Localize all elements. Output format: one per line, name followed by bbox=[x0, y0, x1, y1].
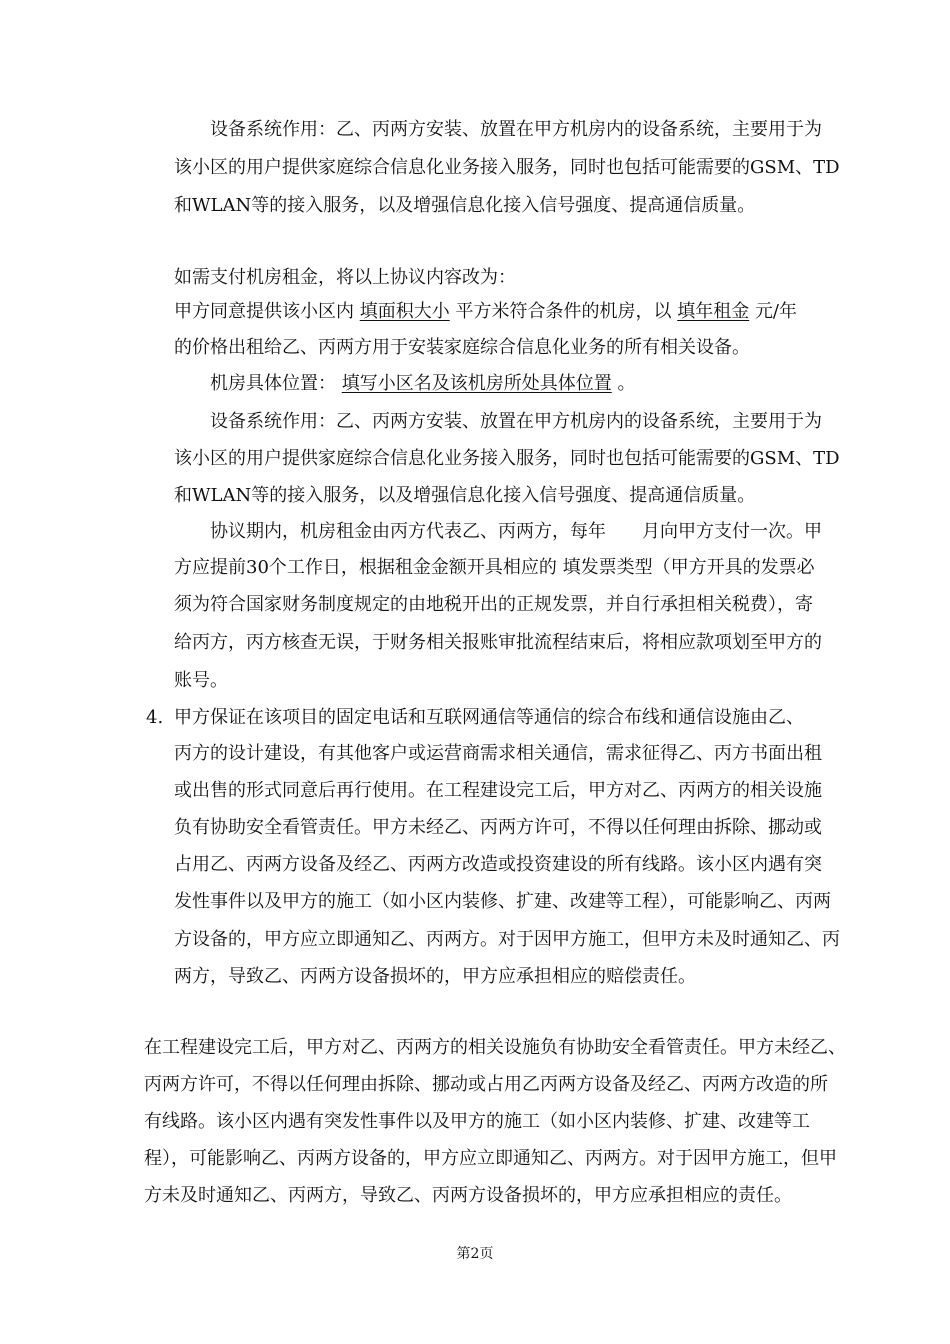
item4-line-5: 占用乙、丙两方设备及经乙、丙两方改造或投资建设的所有线路。该小区内遇有突 bbox=[174, 854, 822, 875]
item4-number: 4. bbox=[146, 707, 164, 728]
para1-line-2: 该小区的用户提供家庭综合信息化业务接入服务，同时也包括可能需要的GSM、TD bbox=[174, 157, 840, 178]
final-line-1: 在工程建设完工后，甲方对乙、丙两方的相关设施负有协助安全看管责任。甲方未经乙、 bbox=[144, 1037, 846, 1058]
room-location-line bbox=[210, 372, 635, 396]
item4-line-4: 负有协助安全看管责任。甲方未经乙、丙两方许可，不得以任何理由拆除、挪动或 bbox=[174, 817, 822, 838]
rent-sys-line-3: 和WLAN等的接入服务，以及增强信息化接入信号强度、提高通信质量。 bbox=[174, 485, 756, 506]
rent-line-1 bbox=[174, 300, 797, 324]
room-location-end: 。 bbox=[617, 373, 636, 394]
payment-line-3: 须为符合国家财务制度规定的由地税开出的正规发票，并自行承担相关税费），寄 bbox=[174, 594, 813, 615]
item4-line-8: 两方，导致乙、丙两方设备损坏的，甲方应承担相应的赔偿责任。 bbox=[174, 966, 696, 987]
rent-text-c: 元/年 bbox=[754, 301, 798, 322]
page-number: 第2页 bbox=[456, 1246, 494, 1262]
final-line-3: 有线路。该小区内遇有突发性事件以及甲方的施工（如小区内装修、扩建、改建等工 bbox=[144, 1111, 810, 1132]
final-line-4: 程），可能影响乙、丙两方设备的，甲方应立即通知乙、丙两方。对于因甲方施工，但甲 bbox=[144, 1148, 837, 1169]
final-line-2: 丙两方许可，不得以任何理由拆除、挪动或占用乙丙两方设备及经乙、丙两方改造的所 bbox=[144, 1074, 828, 1095]
item4-line-2: 丙方的设计建设，有其他客户或运营商需求相关通信，需求征得乙、丙方书面出租 bbox=[174, 743, 822, 764]
payment-line-4: 给丙方，丙方核查无误，于财务相关报账审批流程结束后，将相应款项划至甲方的 bbox=[174, 632, 822, 653]
payment-line-1: 协议期内，机房租金由丙方代表乙、丙两方，每年 月向甲方支付一次。甲 bbox=[210, 521, 822, 542]
item4-line-1: 甲方保证在该项目的固定电话和互联网通信等通信的综合布线和通信设施由乙、 bbox=[174, 707, 804, 728]
para1-line-3: 和WLAN等的接入服务，以及增强信息化接入信号强度、提高通信质量。 bbox=[174, 195, 756, 216]
rent-text-a: 甲方同意提供该小区内 bbox=[174, 301, 354, 322]
rent-sys-line-1: 设备系统作用：乙、丙两方安装、放置在甲方机房内的设备系统，主要用于为 bbox=[210, 411, 822, 432]
item4-line-6: 发性事件以及甲方的施工（如小区内装修、扩建、改建等工程），可能影响乙、丙两 bbox=[174, 891, 831, 912]
annual-rent-blank-field[interactable]: 填年租金 bbox=[677, 301, 750, 322]
payment-line-2: 方应提前30个工作日，根据租金金额开具相应的 填发票类型（甲方开具的发票必 bbox=[174, 557, 815, 578]
item4-line-3: 或出售的形式同意后再行使用。在工程建设完工后，甲方对乙、丙两方的相关设施 bbox=[174, 780, 822, 801]
para1-line-1: 设备系统作用：乙、丙两方安装、放置在甲方机房内的设备系统，主要用于为 bbox=[210, 119, 822, 140]
rent-line-2: 的价格出租给乙、丙两方用于安装家庭综合信息化业务的所有相关设备。 bbox=[174, 337, 750, 358]
final-line-5: 方未及时通知乙、丙两方，导致乙、丙两方设备损坏的，甲方应承担相应的责任。 bbox=[144, 1185, 792, 1206]
payment-line-5: 账号。 bbox=[174, 670, 228, 691]
item4-line-7: 方设备的，甲方应立即通知乙、丙两方。对于因甲方施工，但甲方未及时通知乙、丙 bbox=[174, 929, 840, 950]
room-location-label: 机房具体位置： bbox=[210, 373, 336, 394]
area-blank-field[interactable]: 填面积大小 bbox=[359, 301, 450, 322]
rent-text-b: 平方米符合条件的机房，以 bbox=[455, 301, 672, 322]
rent-intro: 如需支付机房租金，将以上协议内容改为： bbox=[174, 267, 516, 288]
room-location-blank-field[interactable]: 填写小区名及该机房所处具体位置 bbox=[341, 373, 612, 394]
rent-sys-line-2: 该小区的用户提供家庭综合信息化业务接入服务，同时也包括可能需要的GSM、TD bbox=[174, 448, 840, 469]
